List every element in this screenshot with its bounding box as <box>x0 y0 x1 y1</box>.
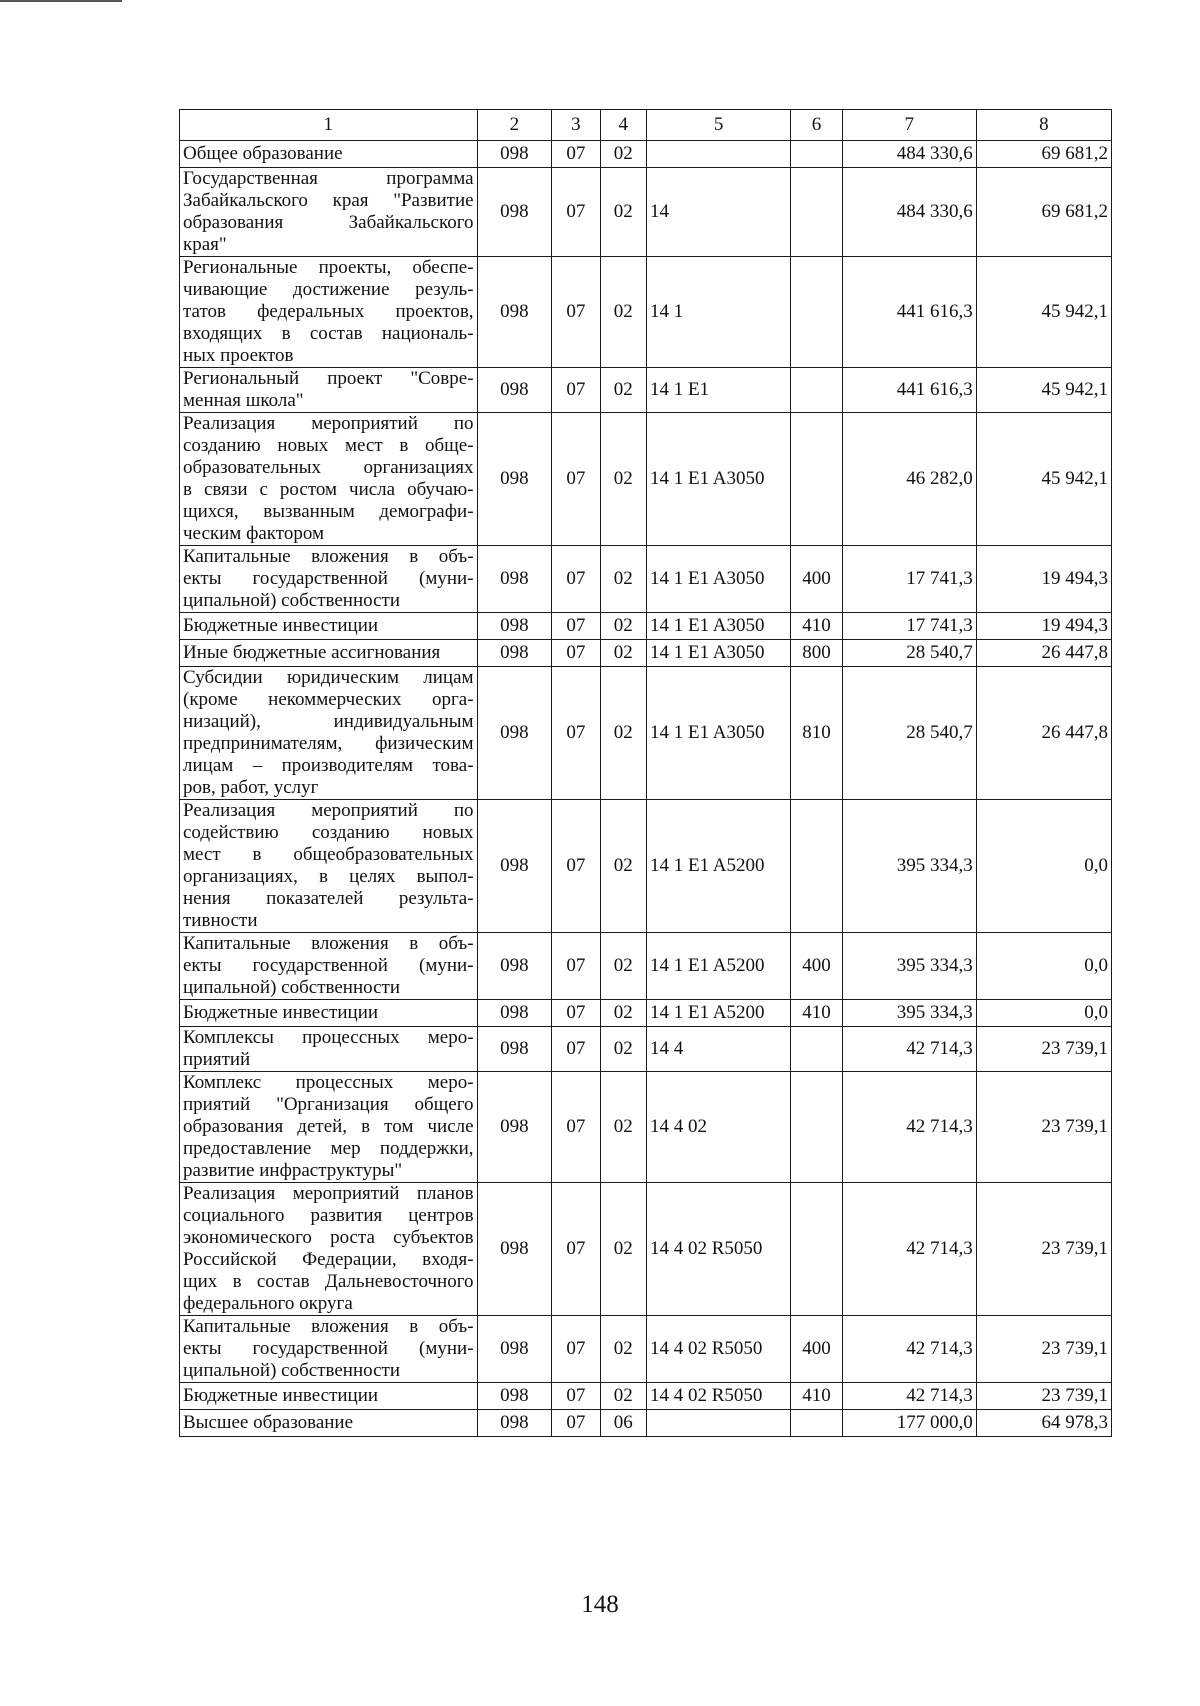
section-cell: 07 <box>552 1000 600 1027</box>
table-row <box>180 1183 1112 1316</box>
description-cell <box>180 613 478 640</box>
expense-type-cell <box>791 141 842 168</box>
table-row <box>180 613 1112 640</box>
amount-cell: 441 616,3 <box>842 257 976 368</box>
description-line: созданию новых мест в обще- <box>183 435 474 456</box>
subsection-cell: 02 <box>600 1183 646 1316</box>
header-cell: 4 <box>600 110 646 141</box>
description-cell <box>180 141 478 168</box>
amount-cell: 0,0 <box>976 800 1111 933</box>
description-cell <box>180 1183 478 1316</box>
description-line: Комплексы процессных меро- <box>183 1027 474 1048</box>
description-line: татов федеральных проектов, <box>183 301 474 322</box>
expense-type-cell <box>791 368 842 413</box>
subsection-cell: 02 <box>600 1000 646 1027</box>
subsection-cell: 02 <box>600 1316 646 1383</box>
amount-cell: 28 540,7 <box>842 667 976 800</box>
description-line: Общее образование <box>183 143 343 164</box>
description-line: Бюджетные инвестиции <box>183 615 379 636</box>
expense-type-cell <box>791 1072 842 1183</box>
budget-table <box>179 109 1112 1437</box>
target-article-cell: 14 1 E1 A5200 <box>646 933 790 1000</box>
description-line: предоставление мер поддержки, <box>183 1138 474 1159</box>
description-line: приятий "Организация общего <box>183 1094 474 1115</box>
code-cell: 098 <box>477 613 552 640</box>
subsection-cell: 02 <box>600 413 646 546</box>
amount-cell: 26 447,8 <box>976 640 1111 667</box>
description-line: екты государственной (муни- <box>183 568 474 589</box>
expense-type-cell: 410 <box>791 1000 842 1027</box>
expense-type-cell: 810 <box>791 667 842 800</box>
expense-type-cell <box>791 168 842 257</box>
target-article-cell: 14 1 E1 <box>646 368 790 413</box>
amount-cell: 42 714,3 <box>842 1027 976 1072</box>
amount-cell: 395 334,3 <box>842 1000 976 1027</box>
code-cell: 098 <box>477 1027 552 1072</box>
code-cell: 098 <box>477 640 552 667</box>
subsection-cell: 06 <box>600 1410 646 1437</box>
description-cell <box>180 933 478 1000</box>
subsection-cell: 02 <box>600 613 646 640</box>
description-cell <box>180 368 478 413</box>
table-row <box>180 667 1112 800</box>
section-cell: 07 <box>552 168 600 257</box>
amount-cell: 64 978,3 <box>976 1410 1111 1437</box>
description-cell <box>180 800 478 933</box>
section-cell: 07 <box>552 1183 600 1316</box>
expense-type-cell: 400 <box>791 546 842 613</box>
amount-cell: 69 681,2 <box>976 141 1111 168</box>
table-row <box>180 413 1112 546</box>
section-cell: 07 <box>552 640 600 667</box>
description-line: Высшее образование <box>183 1412 354 1433</box>
target-article-cell: 14 4 02 R5050 <box>646 1383 790 1410</box>
description-line: образовательных организациях <box>183 457 474 478</box>
amount-cell: 441 616,3 <box>842 368 976 413</box>
description-line: Забайкальского края "Развитие <box>183 190 474 211</box>
description-line: развитие инфраструктуры" <box>183 1160 403 1181</box>
target-article-cell: 14 1 E1 A3050 <box>646 546 790 613</box>
target-article-cell: 14 1 E1 A3050 <box>646 640 790 667</box>
description-line: ных проектов <box>183 345 294 366</box>
description-line: приятий <box>183 1049 251 1070</box>
amount-cell: 23 739,1 <box>976 1383 1111 1410</box>
description-line: предпринимателям, физическим <box>183 733 474 754</box>
header-cell: 8 <box>976 110 1111 141</box>
description-line: ров, работ, услуг <box>183 777 319 798</box>
description-line: Реализация мероприятий по <box>183 800 474 821</box>
amount-cell: 395 334,3 <box>842 800 976 933</box>
description-line: Капитальные вложения в объ- <box>183 546 474 567</box>
target-article-cell <box>646 141 790 168</box>
amount-cell: 23 739,1 <box>976 1183 1111 1316</box>
description-line: чивающие достижение резуль- <box>183 279 474 300</box>
table-row <box>180 800 1112 933</box>
description-cell <box>180 257 478 368</box>
table-row <box>180 640 1112 667</box>
subsection-cell: 02 <box>600 257 646 368</box>
section-cell: 07 <box>552 413 600 546</box>
amount-cell: 484 330,6 <box>842 168 976 257</box>
table-row <box>180 1027 1112 1072</box>
target-article-cell <box>646 1410 790 1437</box>
expense-type-cell: 400 <box>791 933 842 1000</box>
section-cell: 07 <box>552 933 600 1000</box>
amount-cell: 177 000,0 <box>842 1410 976 1437</box>
subsection-cell: 02 <box>600 667 646 800</box>
amount-cell: 23 739,1 <box>976 1316 1111 1383</box>
code-cell: 098 <box>477 368 552 413</box>
description-line: ципальной) собственности <box>183 1360 401 1381</box>
code-cell: 098 <box>477 257 552 368</box>
code-cell: 098 <box>477 1000 552 1027</box>
subsection-cell: 02 <box>600 1383 646 1410</box>
subsection-cell: 02 <box>600 1072 646 1183</box>
amount-cell: 23 739,1 <box>976 1072 1111 1183</box>
amount-cell: 0,0 <box>976 933 1111 1000</box>
description-line: лицам – производителям това- <box>183 755 474 776</box>
description-cell <box>180 1383 478 1410</box>
amount-cell: 42 714,3 <box>842 1183 976 1316</box>
description-cell <box>180 667 478 800</box>
amount-cell: 19 494,3 <box>976 546 1111 613</box>
section-cell: 07 <box>552 1027 600 1072</box>
description-line: Капитальные вложения в объ- <box>183 1316 474 1337</box>
amount-cell: 45 942,1 <box>976 368 1111 413</box>
expense-type-cell <box>791 413 842 546</box>
description-cell <box>180 1072 478 1183</box>
header-cell: 2 <box>477 110 552 141</box>
expense-type-cell <box>791 1183 842 1316</box>
section-cell: 07 <box>552 800 600 933</box>
subsection-cell: 02 <box>600 368 646 413</box>
target-article-cell: 14 <box>646 168 790 257</box>
page-number: 148 <box>581 1591 619 1618</box>
target-article-cell: 14 4 02 R5050 <box>646 1316 790 1383</box>
description-line: Реализация мероприятий по <box>183 413 474 434</box>
description-line: низаций), индивидуальным <box>183 711 474 732</box>
table-row <box>180 141 1112 168</box>
section-cell: 07 <box>552 141 600 168</box>
expense-type-cell <box>791 1410 842 1437</box>
amount-cell: 484 330,6 <box>842 141 976 168</box>
description-line: мест в общеобразовательных <box>183 844 474 865</box>
description-line: организациях, в целях выпол- <box>183 866 474 887</box>
target-article-cell: 14 4 02 R5050 <box>646 1183 790 1316</box>
target-article-cell: 14 1 E1 A5200 <box>646 800 790 933</box>
table-row <box>180 368 1112 413</box>
description-line: Иные бюджетные ассигнования <box>183 642 441 663</box>
header-cell: 3 <box>552 110 600 141</box>
table-row <box>180 546 1112 613</box>
target-article-cell: 14 1 E1 A5200 <box>646 1000 790 1027</box>
description-line: (кроме некоммерческих орга- <box>183 689 474 710</box>
description-line: Субсидии юридическим лицам <box>183 667 474 688</box>
description-line: экономического роста субъектов <box>183 1227 474 1248</box>
expense-type-cell: 800 <box>791 640 842 667</box>
header-cell: 1 <box>180 110 478 141</box>
code-cell: 098 <box>477 800 552 933</box>
table-row <box>180 168 1112 257</box>
table-header-row <box>180 110 1112 141</box>
target-article-cell: 14 4 <box>646 1027 790 1072</box>
description-line: ципальной) собственности <box>183 977 401 998</box>
code-cell: 098 <box>477 933 552 1000</box>
amount-cell: 17 741,3 <box>842 546 976 613</box>
section-cell: 07 <box>552 667 600 800</box>
header-cell: 5 <box>646 110 790 141</box>
description-cell <box>180 1027 478 1072</box>
expense-type-cell: 410 <box>791 613 842 640</box>
table-row <box>180 257 1112 368</box>
expense-type-cell <box>791 1027 842 1072</box>
amount-cell: 0,0 <box>976 1000 1111 1027</box>
table-body <box>180 110 1112 1437</box>
target-article-cell: 14 1 E1 A3050 <box>646 613 790 640</box>
code-cell: 098 <box>477 1316 552 1383</box>
description-line: образования Забайкальского <box>183 212 474 233</box>
expense-type-cell: 410 <box>791 1383 842 1410</box>
amount-cell: 42 714,3 <box>842 1072 976 1183</box>
section-cell: 07 <box>552 1383 600 1410</box>
section-cell: 07 <box>552 257 600 368</box>
description-line: нения показателей результа- <box>183 888 474 909</box>
description-line: щих в состав Дальневосточного <box>183 1271 474 1292</box>
description-line: образования детей, в том числе <box>183 1116 474 1137</box>
description-line: Капитальные вложения в объ- <box>183 933 474 954</box>
table-row <box>180 1410 1112 1437</box>
description-cell <box>180 1000 478 1027</box>
subsection-cell: 02 <box>600 800 646 933</box>
description-line: екты государственной (муни- <box>183 955 474 976</box>
description-line: в связи с ростом числа обучаю- <box>183 479 474 500</box>
description-cell <box>180 168 478 257</box>
amount-cell: 19 494,3 <box>976 613 1111 640</box>
section-cell: 07 <box>552 368 600 413</box>
amount-cell: 395 334,3 <box>842 933 976 1000</box>
description-line: Бюджетные инвестиции <box>183 1002 379 1023</box>
target-article-cell: 14 1 E1 A3050 <box>646 667 790 800</box>
target-article-cell: 14 4 02 <box>646 1072 790 1183</box>
code-cell: 098 <box>477 1183 552 1316</box>
subsection-cell: 02 <box>600 933 646 1000</box>
amount-cell: 69 681,2 <box>976 168 1111 257</box>
code-cell: 098 <box>477 667 552 800</box>
subsection-cell: 02 <box>600 1027 646 1072</box>
expense-type-cell: 400 <box>791 1316 842 1383</box>
section-cell: 07 <box>552 1072 600 1183</box>
amount-cell: 42 714,3 <box>842 1316 976 1383</box>
description-cell <box>180 1316 478 1383</box>
description-cell <box>180 1410 478 1437</box>
description-line: Региональные проекты, обеспе- <box>183 257 474 278</box>
description-line: Государственная программа <box>183 168 474 189</box>
subsection-cell: 02 <box>600 640 646 667</box>
description-line: содействию созданию новых <box>183 822 474 843</box>
code-cell: 098 <box>477 546 552 613</box>
description-cell <box>180 546 478 613</box>
table-row <box>180 933 1112 1000</box>
section-cell: 07 <box>552 1316 600 1383</box>
description-line: Региональный проект "Совре- <box>183 368 474 389</box>
table-row <box>180 1000 1112 1027</box>
description-line: ческим фактором <box>183 523 325 544</box>
description-cell <box>180 640 478 667</box>
description-cell <box>180 413 478 546</box>
amount-cell: 46 282,0 <box>842 413 976 546</box>
section-cell: 07 <box>552 546 600 613</box>
amount-cell: 23 739,1 <box>976 1027 1111 1072</box>
code-cell: 098 <box>477 1383 552 1410</box>
section-cell: 07 <box>552 1410 600 1437</box>
amount-cell: 45 942,1 <box>976 257 1111 368</box>
table-row <box>180 1316 1112 1383</box>
top-rule <box>0 0 122 2</box>
header-cell: 7 <box>842 110 976 141</box>
description-line: Комплекс процессных меро- <box>183 1072 474 1093</box>
expense-type-cell <box>791 800 842 933</box>
code-cell: 098 <box>477 168 552 257</box>
code-cell: 098 <box>477 413 552 546</box>
amount-cell: 26 447,8 <box>976 667 1111 800</box>
description-line: входящих в состав националь- <box>183 323 474 344</box>
description-line: тивности <box>183 910 258 931</box>
subsection-cell: 02 <box>600 546 646 613</box>
table-row <box>180 1383 1112 1410</box>
description-line: социального развития центров <box>183 1205 474 1226</box>
section-cell: 07 <box>552 613 600 640</box>
description-line: щихся, вызванным демографи- <box>183 501 474 522</box>
description-line: менная школа" <box>183 390 304 411</box>
amount-cell: 28 540,7 <box>842 640 976 667</box>
description-line: ципальной) собственности <box>183 590 401 611</box>
subsection-cell: 02 <box>600 141 646 168</box>
description-line: края" <box>183 234 227 255</box>
code-cell: 098 <box>477 1072 552 1183</box>
amount-cell: 42 714,3 <box>842 1383 976 1410</box>
description-line: Российской Федерации, входя- <box>183 1249 474 1270</box>
code-cell: 098 <box>477 1410 552 1437</box>
target-article-cell: 14 1 E1 A3050 <box>646 413 790 546</box>
header-cell: 6 <box>791 110 842 141</box>
description-line: Бюджетные инвестиции <box>183 1385 379 1406</box>
target-article-cell: 14 1 <box>646 257 790 368</box>
amount-cell: 45 942,1 <box>976 413 1111 546</box>
description-line: федерального округа <box>183 1293 353 1314</box>
description-line: екты государственной (муни- <box>183 1338 474 1359</box>
code-cell: 098 <box>477 141 552 168</box>
table-row <box>180 1072 1112 1183</box>
expense-type-cell <box>791 257 842 368</box>
amount-cell: 17 741,3 <box>842 613 976 640</box>
description-line: Реализация мероприятий планов <box>183 1183 474 1204</box>
subsection-cell: 02 <box>600 168 646 257</box>
